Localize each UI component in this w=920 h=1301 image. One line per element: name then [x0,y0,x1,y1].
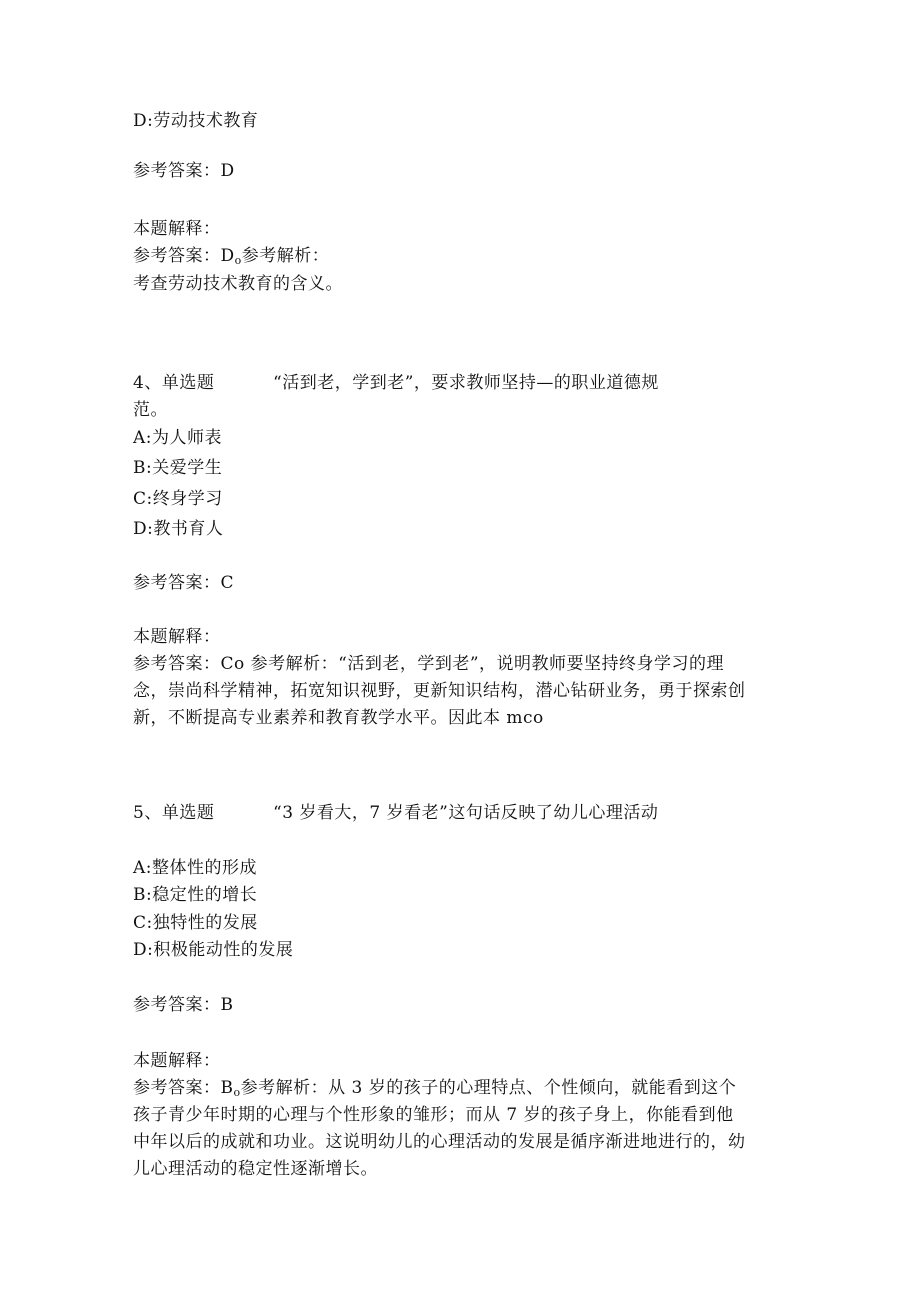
q4-explanation-line2: 念，崇尚科学精神，拓宽知识视野，更新知识结构，潜心钻研业务，勇于探索创 [133,681,746,701]
q3-explanation-text: 考查劳动技术教育的含义。 [133,274,343,294]
q3-option-d: D:劳动技术教育 [133,111,259,131]
q5-header [133,800,658,826]
q5-explanation-line2: 孩子青少年时期的心理与个性形象的雏形；而从 7 岁的孩子身上，你能看到他 [133,1105,734,1125]
q4-option-c: C:终身学习 [133,489,223,509]
q4-stem-line1: “活到老，学到老”，要求教师坚持—的职业道德规 [273,373,659,393]
q5-answer: 参考答案：B [133,995,234,1015]
q4-answer: 参考答案：C [133,573,235,593]
q5-option-c: C:独特性的发展 [133,913,258,933]
q4-number: 4、单选题 [133,373,215,393]
q5-option-a: A:整体性的形成 [133,858,258,878]
q5-option-b: B:稳定性的增长 [133,885,258,905]
q4-option-b: B:关爱学生 [133,458,223,478]
q4-option-d: D:教书育人 [133,519,224,539]
q4-explanation-line1: 参考答案：Co 参考解析：“活到老，学到老”，说明教师要坚持终身学习的理 [133,654,725,674]
q5-option-d: D:积极能动性的发展 [133,940,294,960]
q5-explanation-line3: 中年以后的成就和功业。这说明幼儿的心理活动的发展是循序渐进地进行的，幼 [133,1132,746,1152]
q4-explanation-line3: 新，不断提高专业素养和教育教学水平。因此本 mco [133,708,544,728]
q3-explanation-answer-prefix: 参考答案：D [133,246,235,266]
q5-explanation-prefix: 参考答案：B [133,1078,234,1098]
q3-explanation-answer-sub: o [234,254,242,267]
q5-explanation-suffix: 参考解析：从 3 岁的孩子的心理特点、个性倾向，就能看到这个 [240,1078,737,1098]
q3-explanation-answer [133,243,329,274]
q4-explanation-label: 本题解释： [133,627,221,647]
q3-answer: 参考答案：D [133,161,235,181]
q3-explanation-answer-suffix: 参考解析： [241,246,330,266]
q4-header [133,370,659,396]
q3-explanation-label: 本题解释： [133,219,221,239]
q5-number: 5、单选题 [133,803,215,823]
q4-option-a: A:为人师表 [133,428,223,448]
q5-explanation-label: 本题解释： [133,1051,221,1071]
q5-stem-line1: “3 岁看大，7 岁看老”这句话反映了幼儿心理活动 [273,803,659,823]
q5-explanation-sub: o [233,1086,241,1099]
q4-stem-line2: 范。 [133,400,168,420]
q5-explanation-line4: 儿心理活动的稳定性逐渐增长。 [133,1159,378,1179]
